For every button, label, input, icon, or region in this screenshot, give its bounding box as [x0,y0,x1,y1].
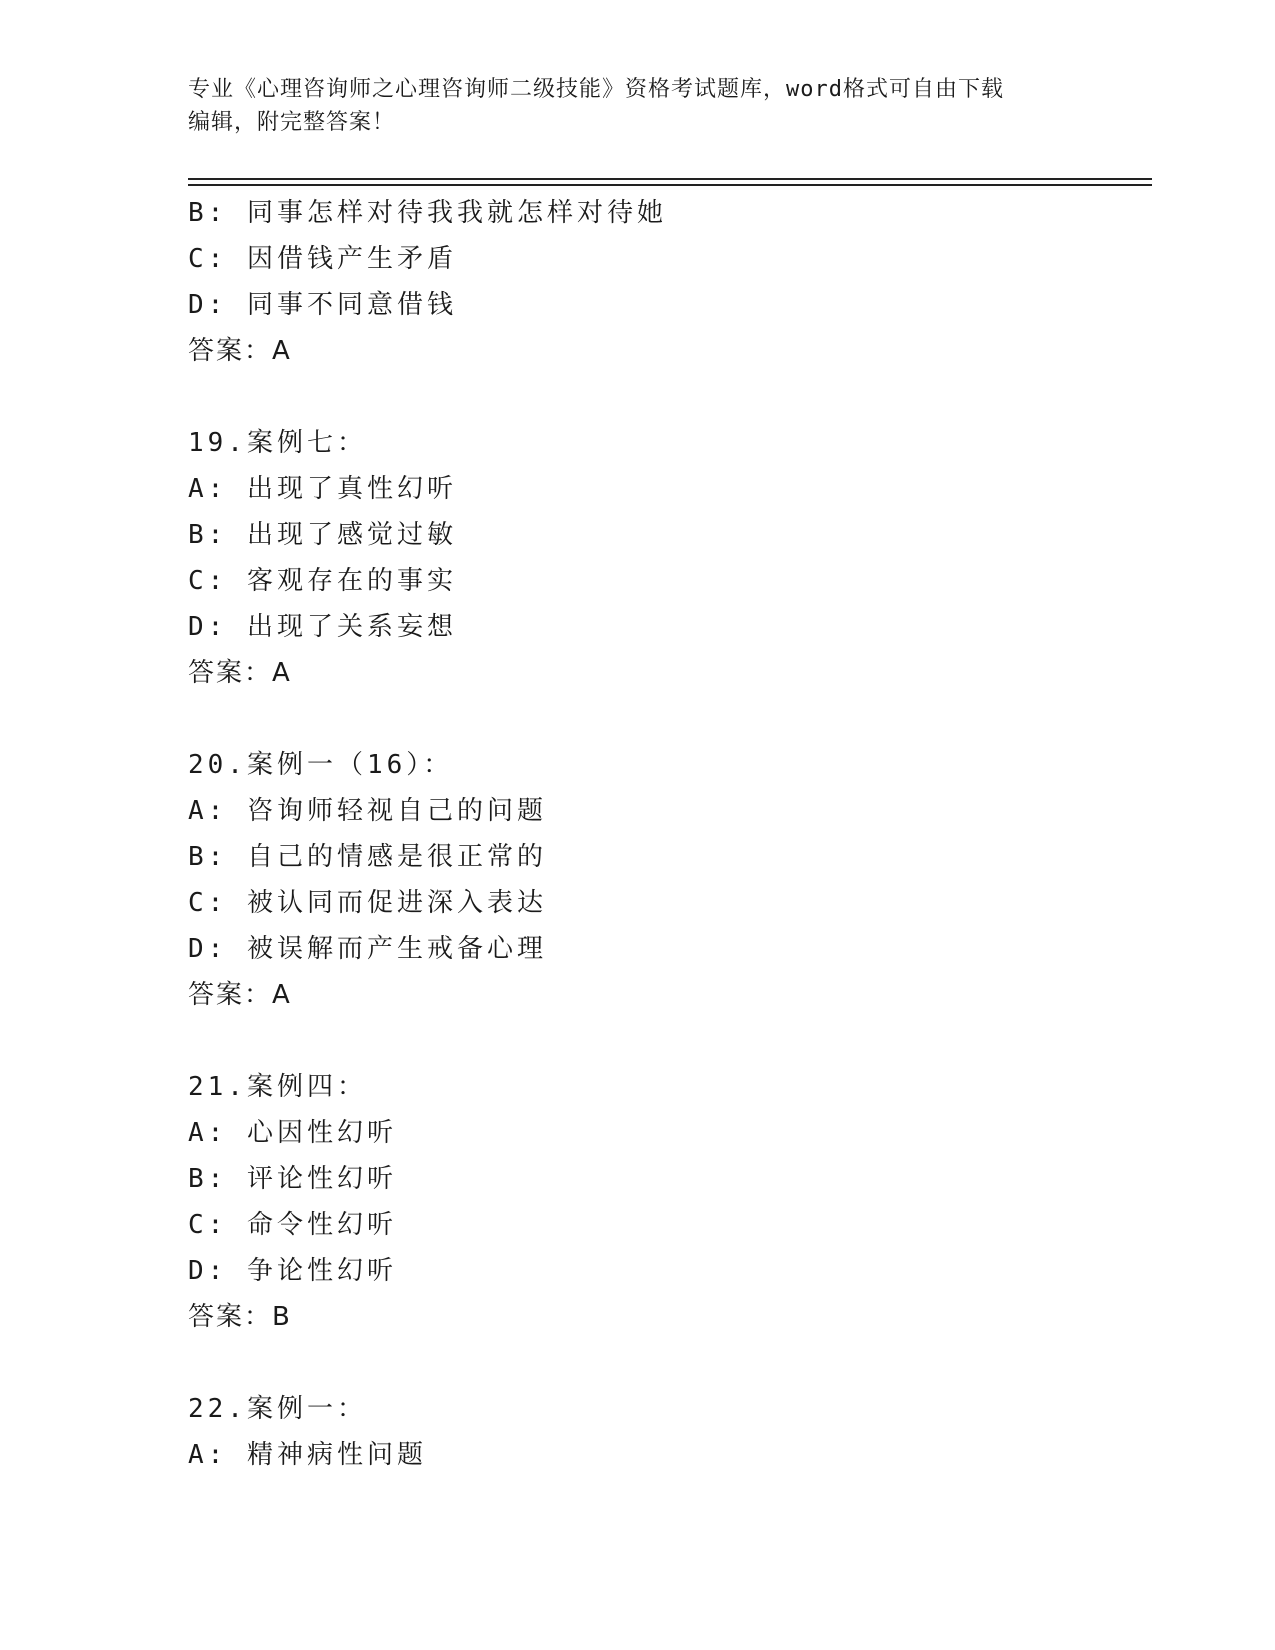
question-list [188,190,1148,1478]
option-a: A: 出现了真性幻听 [188,474,457,504]
option-c: C: 命令性幻听 [188,1210,397,1240]
question-20 [188,742,1148,1018]
option-c: C: 被认同而促进深入表达 [188,888,547,918]
option-d: D: 被误解而产生戒备心理 [188,934,547,964]
question-fragment [188,190,1148,374]
answer-line: 答案：A [188,980,292,1010]
option-d: D: 争论性幻听 [188,1256,397,1286]
option-c: C: 客观存在的事实 [188,566,457,596]
option-a: A: 咨询师轻视自己的问题 [188,796,547,826]
option-d: D: 同事不同意借钱 [188,290,457,320]
question-title: 22.案例一： [188,1394,367,1424]
answer-line: 答案：A [188,658,292,688]
header-divider-top [188,178,1152,180]
option-b: B: 出现了感觉过敏 [188,520,457,550]
question-title: 20.案例一（16）： [188,750,454,780]
header-line-1: 专业《心理咨询师之心理咨询师二级技能》资格考试题库，word格式可自由下载 [188,77,1004,102]
option-a: A: 心因性幻听 [188,1118,397,1148]
option-d: D: 出现了关系妄想 [188,612,457,642]
question-19 [188,420,1148,696]
header-line-2: 编辑，附完整答案！ [188,110,396,135]
answer-line: 答案：A [188,336,292,366]
option-b: B: 自己的情感是很正常的 [188,842,547,872]
option-b: B: 评论性幻听 [188,1164,397,1194]
header-divider-bottom [188,184,1152,186]
question-title: 19.案例七： [188,428,367,458]
question-22 [188,1386,1148,1478]
document-header [188,73,1088,139]
question-title: 21.案例四： [188,1072,367,1102]
option-c: C: 因借钱产生矛盾 [188,244,457,274]
question-21 [188,1064,1148,1340]
option-b: B: 同事怎样对待我我就怎样对待她 [188,198,667,228]
option-a: A: 精神病性问题 [188,1440,427,1470]
answer-line: 答案：B [188,1302,292,1332]
